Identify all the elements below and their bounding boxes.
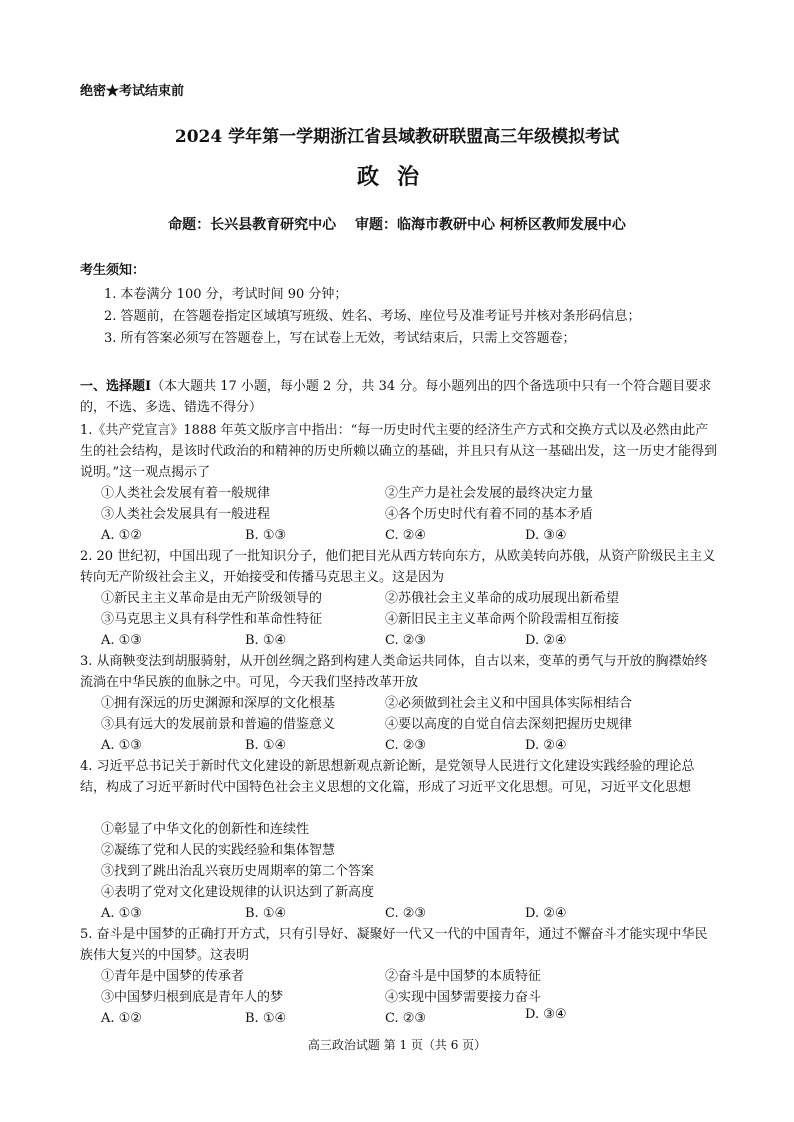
- answer-option: B. ①④: [245, 738, 287, 753]
- section-title: 一、选择题Ⅰ: [80, 379, 152, 394]
- answer-option: C. ②③: [385, 906, 427, 921]
- answer-option: A. ①③: [101, 906, 142, 921]
- answer-option: D. ②④: [525, 906, 567, 921]
- choice: ④表明了党对文化建设规律的认识达到了新高度: [101, 885, 375, 900]
- notice-heading: 考生须知：: [80, 263, 146, 278]
- notice-item: 2. 答题前，在答题卷指定区域填写班级、姓名、考场、座位号及准考证号并核对条形码信息；: [104, 309, 641, 324]
- answer-option: A. ①③: [101, 633, 142, 648]
- choice: ④各个历史时代有着不同的基本矛盾: [385, 507, 594, 522]
- choice: ②苏俄社会主义革命的成功展现出新希望: [385, 591, 620, 606]
- notice-item: 3. 所有答案必须写在答题卷上，写在试卷上无效，考试结束后，只需上交答题卷；: [104, 331, 576, 346]
- answer-option: D. ②④: [525, 633, 567, 648]
- answer-option: A. ①②: [101, 528, 142, 543]
- choice: ②必须做到社会主义和中国具体实际相结合: [385, 696, 633, 711]
- answer-option: C. ②③: [385, 633, 427, 648]
- exam-title: 2024 学年第一学期浙江省县域教研联盟高三年级模拟考试: [174, 127, 620, 147]
- question-stem: 5. 奋斗是中国梦的正确打开方式，只有引导好、凝聚好一代又一代的中国青年，通过不懈奋斗才能实现中华民族伟大复兴的中国梦。这表明: [80, 927, 708, 963]
- answer-option: C. ②③: [385, 1011, 427, 1026]
- choice: ③具有远大的发展前景和普遍的借鉴意义: [101, 717, 336, 732]
- answer-option: B. ①④: [245, 906, 287, 921]
- choice: ①新民主主义革命是由无产阶级领导的: [101, 591, 323, 606]
- answer-option: A. ①②: [101, 1011, 142, 1026]
- answer-option: D. ③④: [525, 528, 567, 543]
- answer-option: B. ①④: [245, 1011, 287, 1026]
- section-instruction: （本大题共 17 小题，每小题 2 分，共 34 分。每小题列出的四个备选项中只有一个符合题目要求的，不选、多选、错选不得分）: [80, 379, 712, 415]
- page-footer: 高三政治试题 第 1 页（共 6 页）: [307, 1038, 487, 1052]
- choice: ④实现中国梦需要接力奋斗: [385, 990, 542, 1005]
- answer-option: D. ②④: [525, 738, 567, 753]
- choice: ①拥有深远的历史渊源和深厚的文化根基: [101, 696, 336, 711]
- choice: ③人类社会发展具有一般进程: [101, 507, 271, 522]
- notice-item: 1. 本卷满分 100 分，考试时间 90 分钟；: [104, 287, 348, 302]
- answer-option: A. ①③: [101, 738, 142, 753]
- subject-title: 政治: [356, 164, 437, 190]
- answer-option: C. ②③: [385, 738, 427, 753]
- question-stem: 4. 习近平总书记关于新时代文化建设的新思想新观点新论断，是党领导人民进行文化建设实践经验的理论总结，构成了习近平新时代中国特色社会主义思想的文化篇，形成了习近平文化思想。可见，习近平文化思想: [80, 759, 695, 795]
- choice: ②凝练了党和人民的实践经验和集体智慧: [101, 843, 336, 858]
- choice: ③中国梦归根到底是青年人的梦: [101, 990, 284, 1005]
- answer-option: C. ②④: [385, 528, 427, 543]
- question-stem: 3. 从商鞅变法到胡服骑射，从开创丝绸之路到构建人类命运共同体，自古以来，变革的勇气与开放的胸襟始终流淌在中华民族的血脉之中。可见，今天我们坚持改革开放: [80, 654, 708, 690]
- confidential-label: 绝密★考试结束前: [80, 84, 185, 99]
- choice: ②奋斗是中国梦的本质特征: [385, 969, 542, 984]
- choice: ①彰显了中华文化的创新性和连续性: [101, 822, 310, 837]
- answer-option: B. ①④: [245, 633, 287, 648]
- choice: ①人类社会发展有着一般规律: [101, 486, 271, 501]
- choice: ③马克思主义具有科学性和革命性特征: [101, 612, 323, 627]
- choice: ③找到了跳出治乱兴衰历史周期率的第二个答案: [101, 864, 375, 879]
- choice: ④新旧民主主义革命两个阶段需相互衔接: [385, 612, 620, 627]
- authors-line: 命题：长兴县教育研究中心 审题：临海市教研中心 柯桥区教师发展中心: [168, 217, 626, 233]
- question-stem: 1.《共产党宣言》1888 年英文版序言中指出：“每一历史时代主要的经济生产方式和交换方式以及必然由此产生的社会结构，是该时代政治的和精神的历史所赖以确立的基础，并且只有从这一基础出发，这一历史才能得到说明。”这一观点揭示了: [80, 423, 718, 480]
- choice: ①青年是中国梦的传承者: [101, 969, 245, 984]
- choice: ②生产力是社会发展的最终决定力量: [385, 486, 594, 501]
- section-heading: [80, 376, 720, 418]
- question-stem: 2. 20 世纪初，中国出现了一批知识分子，他们把目光从西方转向东方，从欧美转向苏俄，从资产阶级民主主义转向无产阶级社会主义，开始接受和传播马克思主义。这是因为: [80, 549, 716, 585]
- choice: ④要以高度的自觉自信去深刻把握历史规律: [385, 717, 633, 732]
- answer-option: D. ③④: [525, 1007, 567, 1022]
- answer-option: B. ①③: [245, 528, 287, 543]
